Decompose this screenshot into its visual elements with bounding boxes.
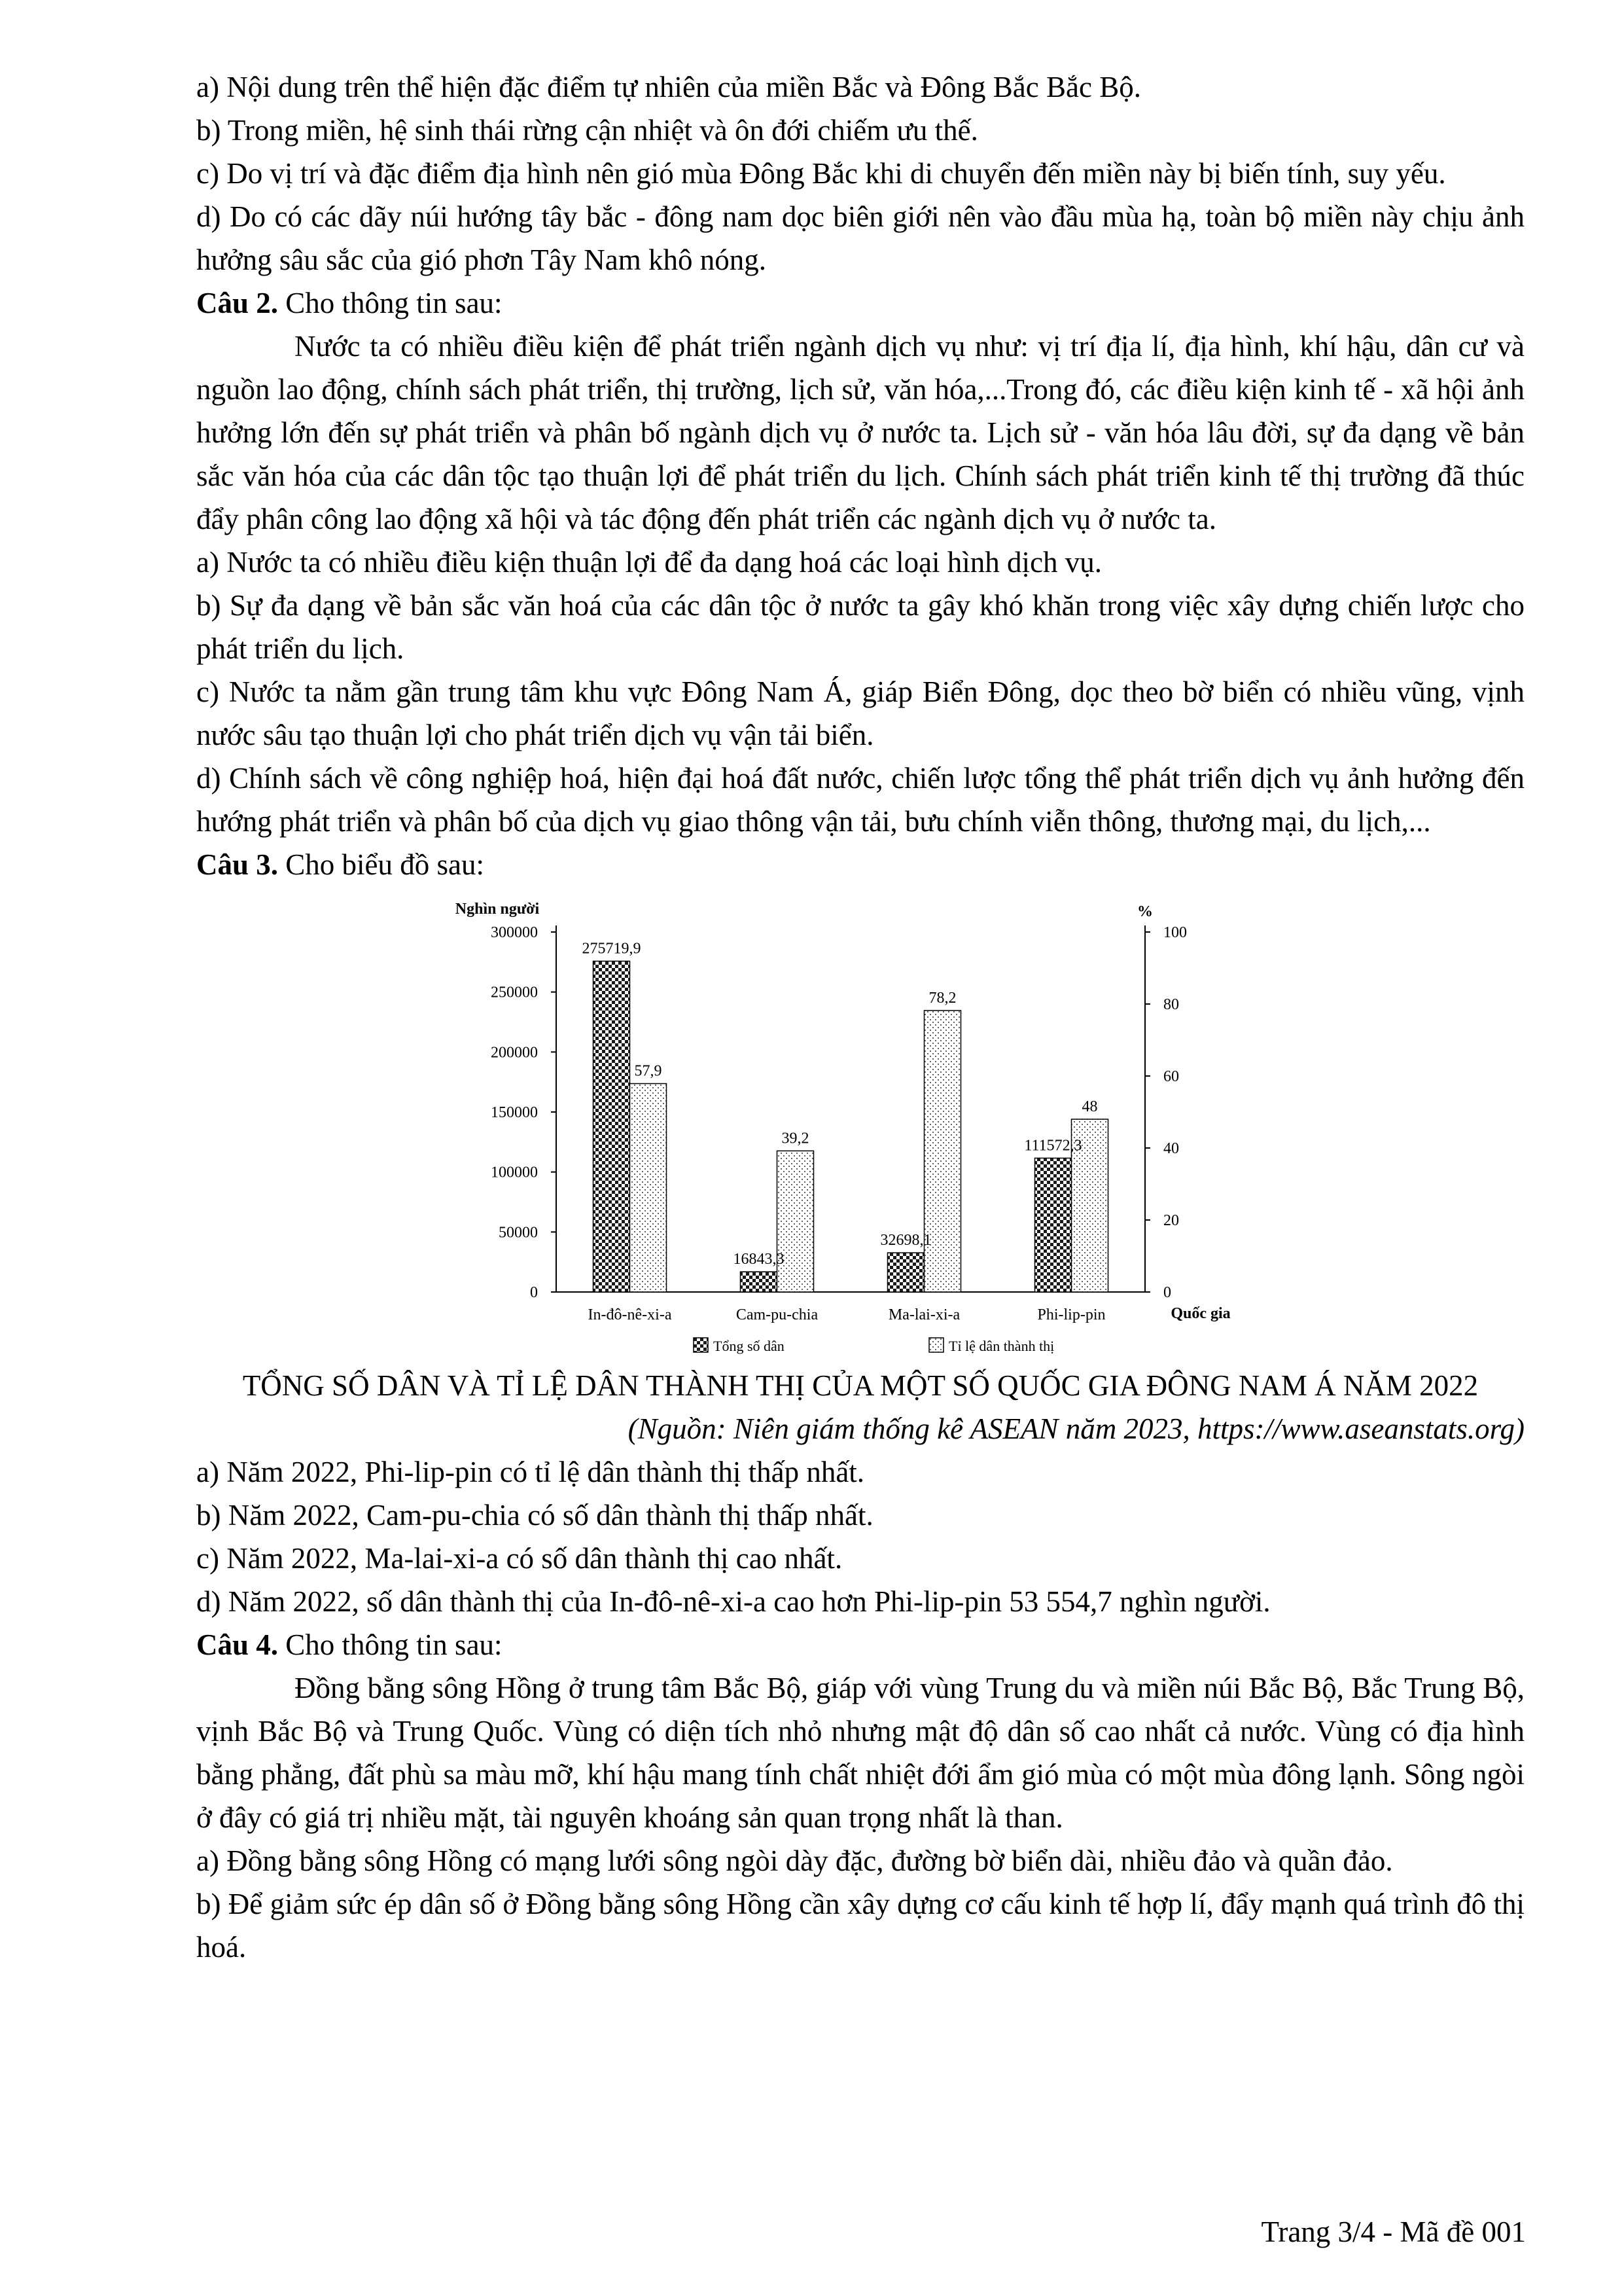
x-axis-title: Quốc gia	[1171, 1305, 1231, 1322]
data-label-urban-rate: 57,9	[634, 1062, 662, 1080]
population-chart	[196, 893, 1525, 1364]
right-axis-title: %	[1137, 903, 1153, 920]
bar-total-population	[593, 961, 630, 1292]
right-tick-label: 20	[1163, 1212, 1179, 1229]
right-tick-label: 0	[1163, 1284, 1171, 1301]
category-label: Ma-lai-xi-a	[888, 1306, 961, 1323]
data-label-urban-rate: 48	[1082, 1098, 1098, 1115]
bar-total-population	[1035, 1158, 1072, 1292]
q3-option-b: b) Năm 2022, Cam-pu-chia có số dân thành thị thấp nhất.	[196, 1499, 874, 1532]
left-tick-label: 200000	[491, 1044, 538, 1062]
data-label-population: 32698,1	[880, 1232, 932, 1249]
q1-option-c: c) Do vị trí và đặc điểm địa hình nên gió mùa Đông Bắc khi di chuyển đến miền này bị biến tính, suy yếu.	[196, 157, 1446, 190]
left-tick-label: 300000	[491, 924, 538, 941]
exam-page	[196, 65, 1525, 1969]
left-tick-label: 100000	[491, 1164, 538, 1181]
data-label-population: 16843,3	[733, 1251, 785, 1268]
right-tick-label: 100	[1163, 924, 1187, 941]
data-label-population: 275719,9	[582, 940, 641, 958]
chart-source: (Nguồn: Niên giám thống kê ASEAN năm 2023, https://www.aseanstats.org)	[627, 1412, 1525, 1445]
q3-label: Câu 3.	[196, 848, 279, 881]
legend-swatch-urban	[929, 1338, 944, 1352]
category-label: Phi-lip-pin	[1037, 1306, 1106, 1323]
q4-label: Câu 4.	[196, 1628, 279, 1661]
q2-intro: Cho thông tin sau:	[285, 287, 503, 319]
page-footer: Trang 3/4 - Mã đề 001	[1261, 2215, 1526, 2248]
category-label: In-đô-nê-xi-a	[588, 1306, 672, 1323]
q2-passage: Nước ta có nhiều điều kiện để phát triển ngành dịch vụ như: vị trí địa lí, địa hình, khí hậu, dân cư và nguồn lao động, chính sách phát triển, thị trường, lịch sử, văn hóa,...Trong đó, các điều kiện kinh tế - xã hội ảnh hưởng lớn đến sự phát triển và phân bố ngành dịch vụ ở nước ta. Lịch sử - văn hóa lâu đời, sự đa dạng về bản sắc văn hóa của các dân tộc tạo thuận lợi để phát triển du lịch. Chính sách phát triển kinh tế thị trường đã thúc đẩy phân công lao động xã hội và tác động đến phát triển các ngành dịch vụ ở nước ta.	[196, 330, 1525, 535]
q4-intro: Cho thông tin sau:	[285, 1628, 503, 1661]
q1-option-d: d) Do có các dãy núi hướng tây bắc - đông nam dọc biên giới nên vào đầu mùa hạ, toàn bộ miền này chịu ảnh hưởng sâu sắc của gió phơn Tây Nam khô nóng.	[196, 200, 1525, 276]
left-tick-label: 250000	[491, 984, 538, 1001]
category-label: Cam-pu-chia	[735, 1306, 819, 1323]
q3-option-d: d) Năm 2022, số dân thành thị của In-đô-nê-xi-a cao hơn Phi-lip-pin 53 554,7 nghìn người.	[196, 1585, 1271, 1618]
q3-option-a: a) Năm 2022, Phi-lip-pin có tỉ lệ dân thành thị thấp nhất.	[196, 1456, 865, 1488]
q3-heading	[196, 843, 1525, 886]
bar-urban-rate	[630, 1084, 667, 1292]
data-label-population: 111572,3	[1024, 1137, 1082, 1155]
q1-option-a: a) Nội dung trên thể hiện đặc điểm tự nhiên của miền Bắc và Đông Bắc Bắc Bộ.	[196, 71, 1141, 103]
left-tick-label: 50000	[499, 1224, 538, 1242]
right-tick-label: 60	[1163, 1068, 1179, 1085]
q2-option-b: b) Sự đa dạng về bản sắc văn hoá của các dân tộc ở nước ta gây khó khăn trong việc xây dựng chiến lược cho phát triển du lịch.	[196, 589, 1525, 665]
chart-svg	[196, 893, 1525, 1364]
legend-label-population: Tổng số dân	[713, 1338, 785, 1354]
bar-total-population	[741, 1272, 777, 1292]
q4-heading	[196, 1623, 1525, 1666]
q3-intro: Cho biểu đồ sau:	[285, 848, 485, 881]
legend-label-urban: Tỉ lệ dân thành thị	[949, 1338, 1055, 1354]
q4-option-b: b) Để giảm sức ép dân số ở Đồng bằng sông Hồng cần xây dựng cơ cấu kinh tế hợp lí, đẩy mạnh quá trình đô thị hoá.	[196, 1888, 1525, 1964]
data-label-urban-rate: 39,2	[781, 1130, 809, 1147]
left-tick-label: 150000	[491, 1104, 538, 1121]
q2-label: Câu 2.	[196, 287, 279, 319]
legend-swatch-population	[694, 1338, 708, 1352]
data-label-urban-rate: 78,2	[928, 989, 957, 1007]
q2-heading	[196, 281, 1525, 325]
left-axis-title: Nghìn người	[455, 901, 540, 918]
right-tick-label: 80	[1163, 996, 1179, 1013]
q4-option-a: a) Đồng bằng sông Hồng có mạng lưới sông ngòi dày đặc, đường bờ biển dài, nhiều đảo và quần đảo.	[196, 1844, 1393, 1877]
right-tick-label: 40	[1163, 1140, 1179, 1157]
chart-caption: TỔNG SỐ DÂN VÀ TỈ LỆ DÂN THÀNH THỊ CỦA MỘT SỐ QUỐC GIA ĐÔNG NAM Á NĂM 2022	[242, 1369, 1479, 1402]
q2-option-a: a) Nước ta có nhiều điều kiện thuận lợi để đa dạng hoá các loại hình dịch vụ.	[196, 546, 1103, 579]
q4-passage: Đồng bằng sông Hồng ở trung tâm Bắc Bộ, giáp với vùng Trung du và miền núi Bắc Bộ, Bắc Trung Bộ, vịnh Bắc Bộ và Trung Quốc. Vùng có diện tích nhỏ nhưng mật độ dân số cao nhất cả nước. Vùng có địa hình bằng phẳng, đất phù sa màu mỡ, khí hậu mang tính chất nhiệt đới ẩm gió mùa có một mùa đông lạnh. Sông ngòi ở đây có giá trị nhiều mặt, tài nguyên khoáng sản quan trọng nhất là than.	[196, 1672, 1525, 1834]
bar-urban-rate	[777, 1151, 814, 1292]
left-tick-label: 0	[530, 1284, 538, 1301]
bar-urban-rate	[925, 1011, 961, 1292]
q2-option-c: c) Nước ta nằm gần trung tâm khu vực Đông Nam Á, giáp Biển Đông, dọc theo bờ biển có nhiều vũng, vịnh nước sâu tạo thuận lợi cho phát triển dịch vụ vận tải biển.	[196, 675, 1525, 751]
bar-total-population	[888, 1253, 925, 1292]
q2-option-d: d) Chính sách về công nghiệp hoá, hiện đại hoá đất nước, chiến lược tổng thể phát triển dịch vụ ảnh hưởng đến hướng phát triển và phân bố của dịch vụ giao thông vận tải, bưu chính viễn thông, thương mại, du lịch,...	[196, 762, 1525, 838]
q1-option-b: b) Trong miền, hệ sinh thái rừng cận nhiệt và ôn đới chiếm ưu thế.	[196, 114, 978, 147]
q3-option-c: c) Năm 2022, Ma-lai-xi-a có số dân thành thị cao nhất.	[196, 1542, 843, 1575]
